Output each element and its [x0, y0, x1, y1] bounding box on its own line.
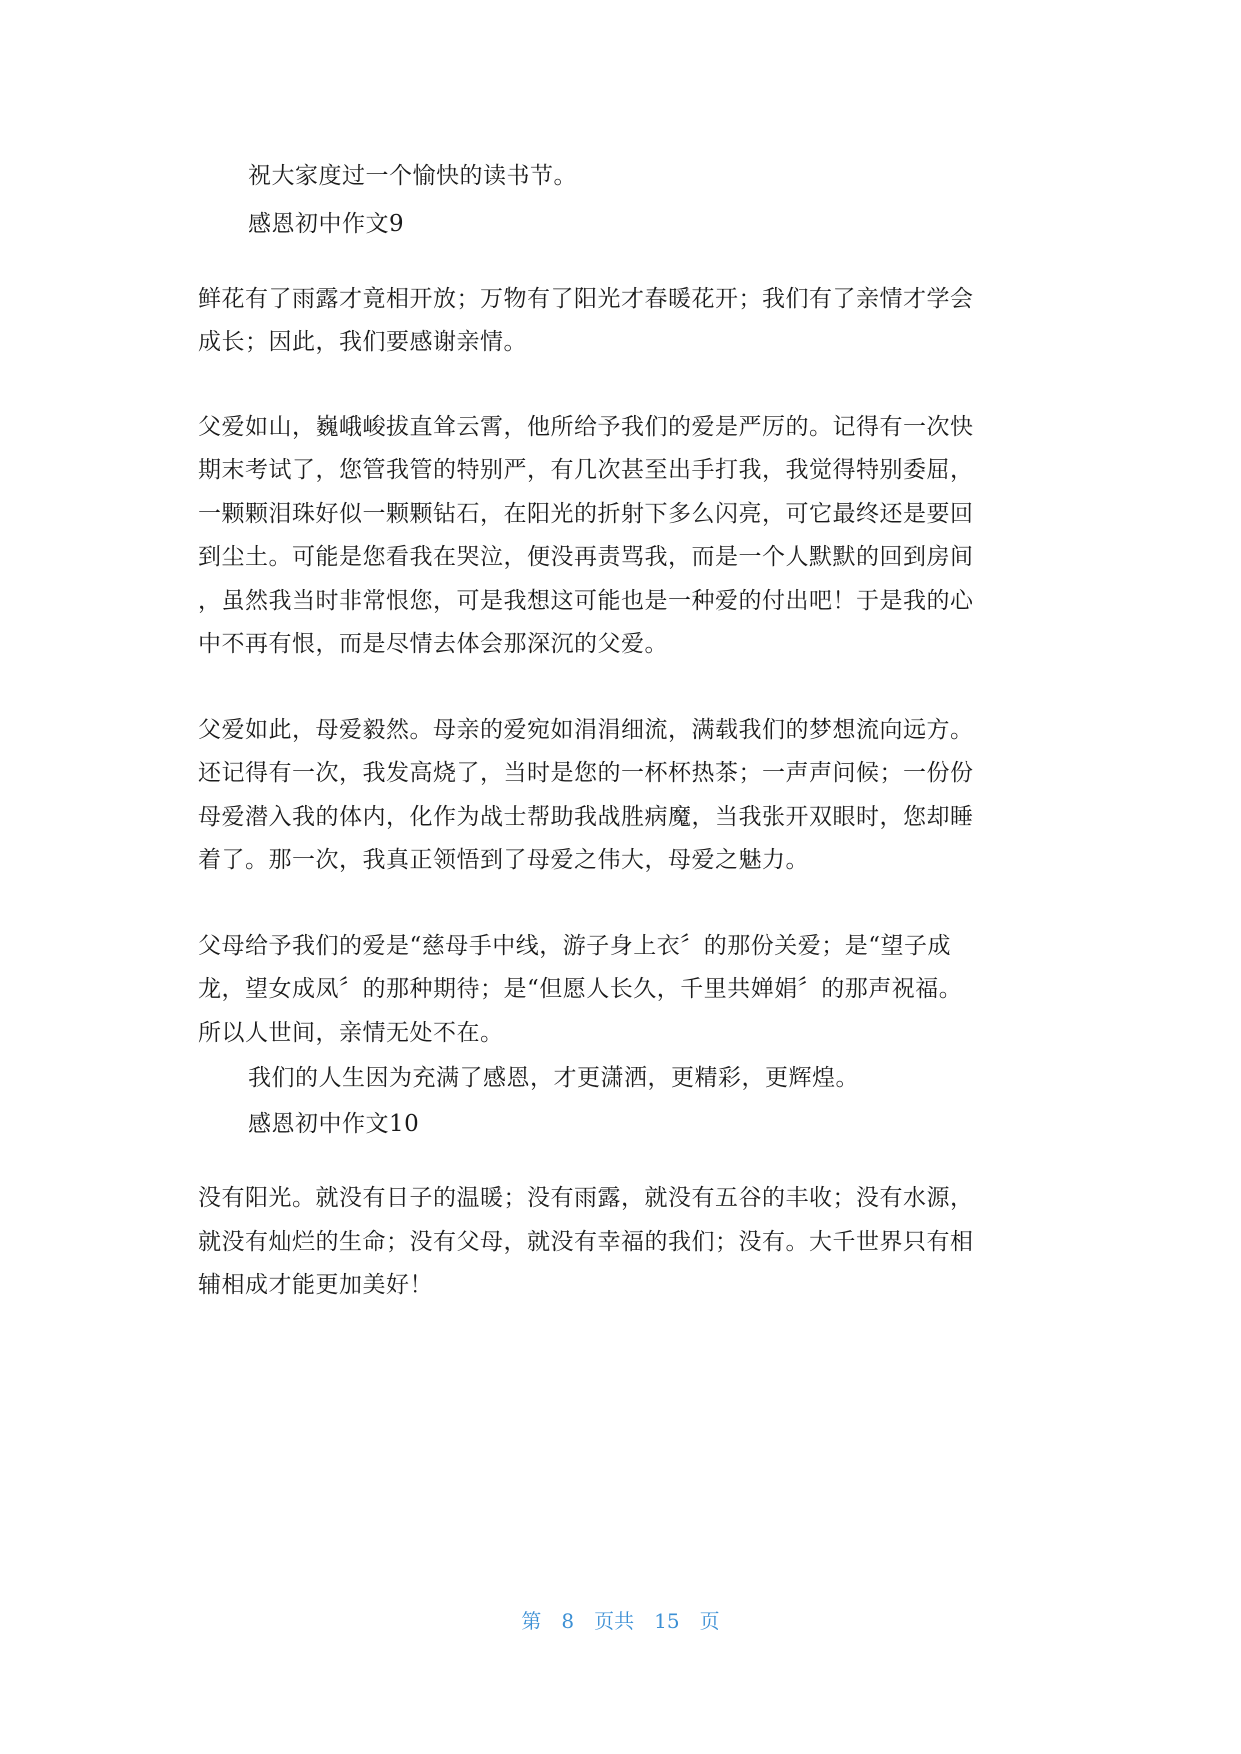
paragraph-line: ，虽然我当时非常恨您，可是我想这可能也是一种爱的付出吧！于是我的心 — [198, 588, 974, 614]
paragraph-line: 父母给予我们的爱是“慈母手中线，游子身上衣〞的那份关爱；是“望子成 — [198, 933, 952, 959]
paragraph-line: 到尘土。可能是您看我在哭泣，便没再责骂我，而是一个人默默的回到房间 — [198, 544, 974, 570]
footer-middle: 页共 — [594, 1609, 635, 1633]
paragraph-line: 所以人世间，亲情无处不在。 — [198, 1020, 504, 1046]
paragraph-line: 成长；因此，我们要感谢亲情。 — [198, 329, 527, 355]
current-page-number: 8 — [561, 1609, 575, 1633]
paragraph-line: 父爱如此，母爱毅然。母亲的爱宛如涓涓细流，满载我们的梦想流向远方。 — [198, 717, 974, 743]
paragraph-line: 还记得有一次，我发高烧了，当时是您的一杯杯热茶；一声声问候；一份份 — [198, 760, 974, 786]
closing-sentence: 祝大家度过一个愉快的读书节。 — [248, 163, 577, 189]
paragraph-line: 父爱如山，巍峨峻拔直耸云霄，他所给予我们的爱是严厉的。记得有一次快 — [198, 414, 974, 440]
paragraph-line: 母爱潜入我的体内，化作为战士帮助我战胜病魔，当我张开双眼时，您却睡 — [198, 804, 974, 830]
paragraph-line: 鲜花有了雨露才竟相开放；万物有了阳光才春暖花开；我们有了亲情才学会 — [198, 286, 974, 312]
essay-heading-9: 感恩初中作文9 — [248, 211, 405, 237]
paragraph-line: 辅相成才能更加美好！ — [198, 1272, 433, 1298]
paragraph-line: 期末考试了，您管我管的特别严，有几次甚至出手打我，我觉得特别委屈， — [198, 457, 974, 483]
essay-heading-10: 感恩初中作文10 — [248, 1111, 420, 1137]
paragraph-line: 着了。那一次，我真正领悟到了母爱之伟大，母爱之魅力。 — [198, 847, 809, 873]
paragraph-line: 中不再有恨，而是尽情去体会那深沉的父爱。 — [198, 631, 668, 657]
footer-suffix: 页 — [699, 1609, 720, 1633]
paragraph-line: 龙，望女成凤〞的那种期待；是“但愿人长久，千里共婵娟〞的那声祝福。 — [198, 976, 963, 1002]
paragraph-line: 没有阳光。就没有日子的温暖；没有雨露，就没有五谷的丰收；没有水源， — [198, 1185, 974, 1211]
paragraph-line: 一颗颗泪珠好似一颗颗钻石，在阳光的折射下多么闪亮，可它最终还是要回 — [198, 501, 974, 527]
total-page-count: 15 — [654, 1609, 680, 1633]
paragraph-line: 我们的人生因为充满了感恩，才更潇洒，更精彩，更辉煌。 — [248, 1065, 859, 1091]
footer-prefix: 第 — [521, 1609, 542, 1633]
paragraph-line: 就没有灿烂的生命；没有父母，就没有幸福的我们；没有。大千世界只有相 — [198, 1229, 974, 1255]
page-footer — [0, 1606, 1241, 1636]
